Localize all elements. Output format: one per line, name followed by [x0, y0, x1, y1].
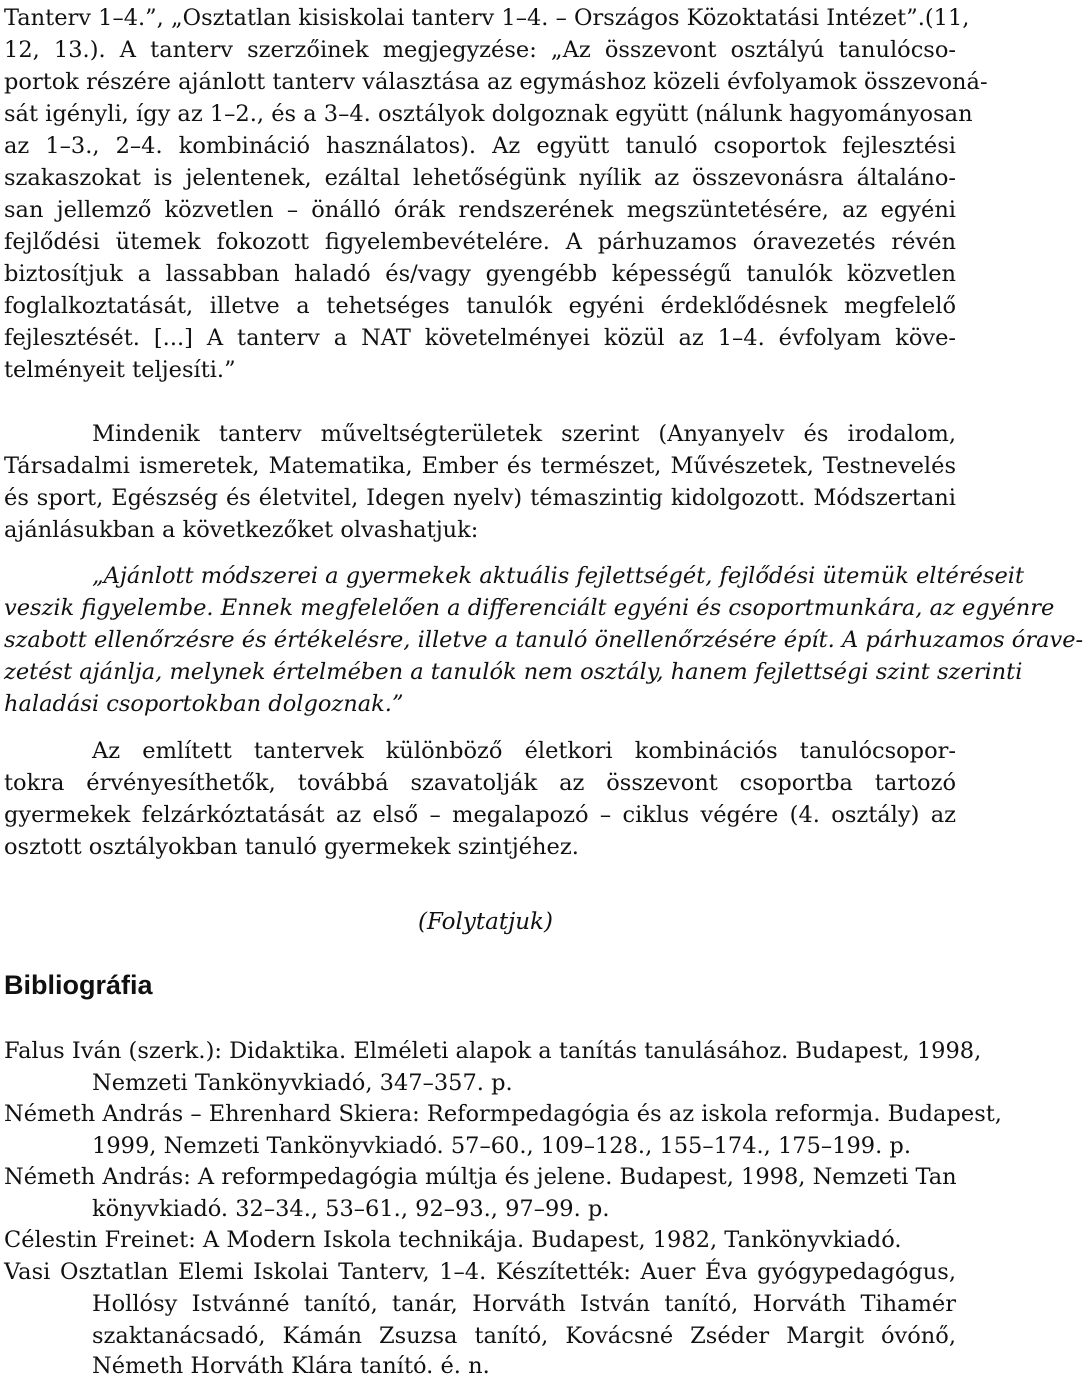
text-line: tokra érvényesíthetők, továbbá szavatolják az összevont csoportba tartozó — [4, 770, 956, 796]
bib-entry-line: Németh András – Ehrenhard Skiera: Reformpedagógia és az iskola reformja. Budapest, — [4, 1101, 1002, 1127]
quote-line: zetést ajánlja, melynek értelmében a tanulók nem osztály, hanem fejlettségi szint szerinti — [4, 659, 1023, 685]
bib-entry-line: Célestin Freinet: A Modern Iskola technikája. Budapest, 1982, Tankönyvkiadó. — [4, 1227, 902, 1253]
text-line: sát igényli, így az 1–2., és a 3–4. osztályok dolgoznak együtt (nálunk hagyományosan — [4, 101, 973, 127]
bibliography-heading: Bibliográfia — [4, 970, 153, 1000]
bib-entry-line: Vasi Osztatlan Elemi Iskolai Tanterv, 1–4. Készítették: Auer Éva gyógypedagógus, — [4, 1259, 956, 1285]
text-line: telményeit teljesíti.” — [4, 357, 236, 383]
bib-entry-line: 1999, Nemzeti Tankönyvkiadó. 57–60., 109–128., 155–174., 175–199. p. — [92, 1133, 911, 1159]
text-line: 12, 13.). A tanterv szerzőinek megjegyzése: „Az összevont osztályú tanulócso- — [4, 37, 956, 63]
text-line: Mindenik tanterv műveltségterületek szerint (Anyanyelv és irodalom, — [92, 421, 956, 447]
text-line: Tanterv 1–4.”, „Osztatlan kisiskolai tanterv 1–4. – Országos Közoktatási Intézet”.(11, — [4, 5, 970, 31]
text-line: biztosítjuk a lassabban haladó és/vagy gyengébb képességű tanulók közvetlen — [4, 261, 956, 287]
quote-line: szabott ellenőrzésre és értékelésre, illetve a tanuló önellenőrzésére épít. A párhuzamos órave- — [4, 627, 1083, 653]
quote-line: veszik figyelembe. Ennek megfelelően a differenciált egyéni és csoportmunkára, az egyénre — [4, 595, 1055, 621]
bib-entry-line: Hollósy Istvánné tanító, tanár, Horváth István tanító, Horváth Tihamér — [92, 1291, 956, 1317]
bib-entry-line: könyvkiadó. 32–34., 53–61., 92–93., 97–99. p. — [92, 1196, 610, 1222]
quote-line: „Ajánlott módszerei a gyermekek aktuális fejlettségét, fejlődési ütemük eltéréseit — [92, 563, 1025, 589]
bib-entry-line: Németh András: A reformpedagógia múltja és jelene. Budapest, 1998, Nemzeti Tan — [4, 1164, 957, 1190]
quote-line: haladási csoportokban dolgoznak.” — [4, 691, 404, 717]
text-line: az 1–3., 2–4. kombináció használatos). Az együtt tanuló csoportok fejlesztési — [4, 133, 956, 159]
text-line: osztott osztályokban tanuló gyermekek szintjéhez. — [4, 834, 579, 860]
text-line: és sport, Egészség és életvitel, Idegen nyelv) témaszintig kidolgozott. Módszertani — [4, 485, 956, 511]
text-line: szakaszokat is jelentenek, ezáltal lehetőségünk nyílik az összevonásra általáno- — [4, 165, 956, 191]
text-line: san jellemző közvetlen – önálló órák rendszerének megszüntetésére, az egyéni — [4, 197, 956, 223]
text-line: foglalkoztatását, illetve a tehetséges tanulók egyéni érdeklődésnek megfelelő — [4, 293, 956, 319]
bib-entry-line: Németh Horváth Klára tanító. é. n. — [92, 1353, 490, 1379]
text-line: Társadalmi ismeretek, Matematika, Ember és természet, Művészetek, Testnevelés — [4, 453, 956, 479]
bib-entry-line: Nemzeti Tankönyvkiadó, 347–357. p. — [92, 1070, 513, 1096]
bib-entry-line: Falus Iván (szerk.): Didaktika. Elméleti alapok a tanítás tanulásához. Budapest, 1998, — [4, 1038, 982, 1064]
text-line: fejlesztését. [...] A tanterv a NAT követelményei közül az 1–4. évfolyam köve- — [4, 325, 956, 351]
text-line: portok részére ajánlott tanterv választása az egymáshoz közeli évfolyamok összevoná- — [4, 69, 988, 95]
text-line: ajánlásukban a következőket olvashatjuk: — [4, 517, 479, 543]
continued-note: (Folytatjuk) — [418, 909, 553, 935]
text-line: Az említett tantervek különböző életkori kombinációs tanulócsopor- — [92, 738, 956, 764]
text-line: gyermekek felzárkóztatását az első – megalapozó – ciklus végére (4. osztály) az — [4, 802, 956, 828]
bib-entry-line: szaktanácsadó, Kámán Zsuzsa tanító, Kovácsné Zséder Margit óvónő, — [92, 1323, 956, 1349]
text-line: fejlődési ütemek fokozott figyelembevételére. A párhuzamos óravezetés révén — [4, 229, 956, 255]
